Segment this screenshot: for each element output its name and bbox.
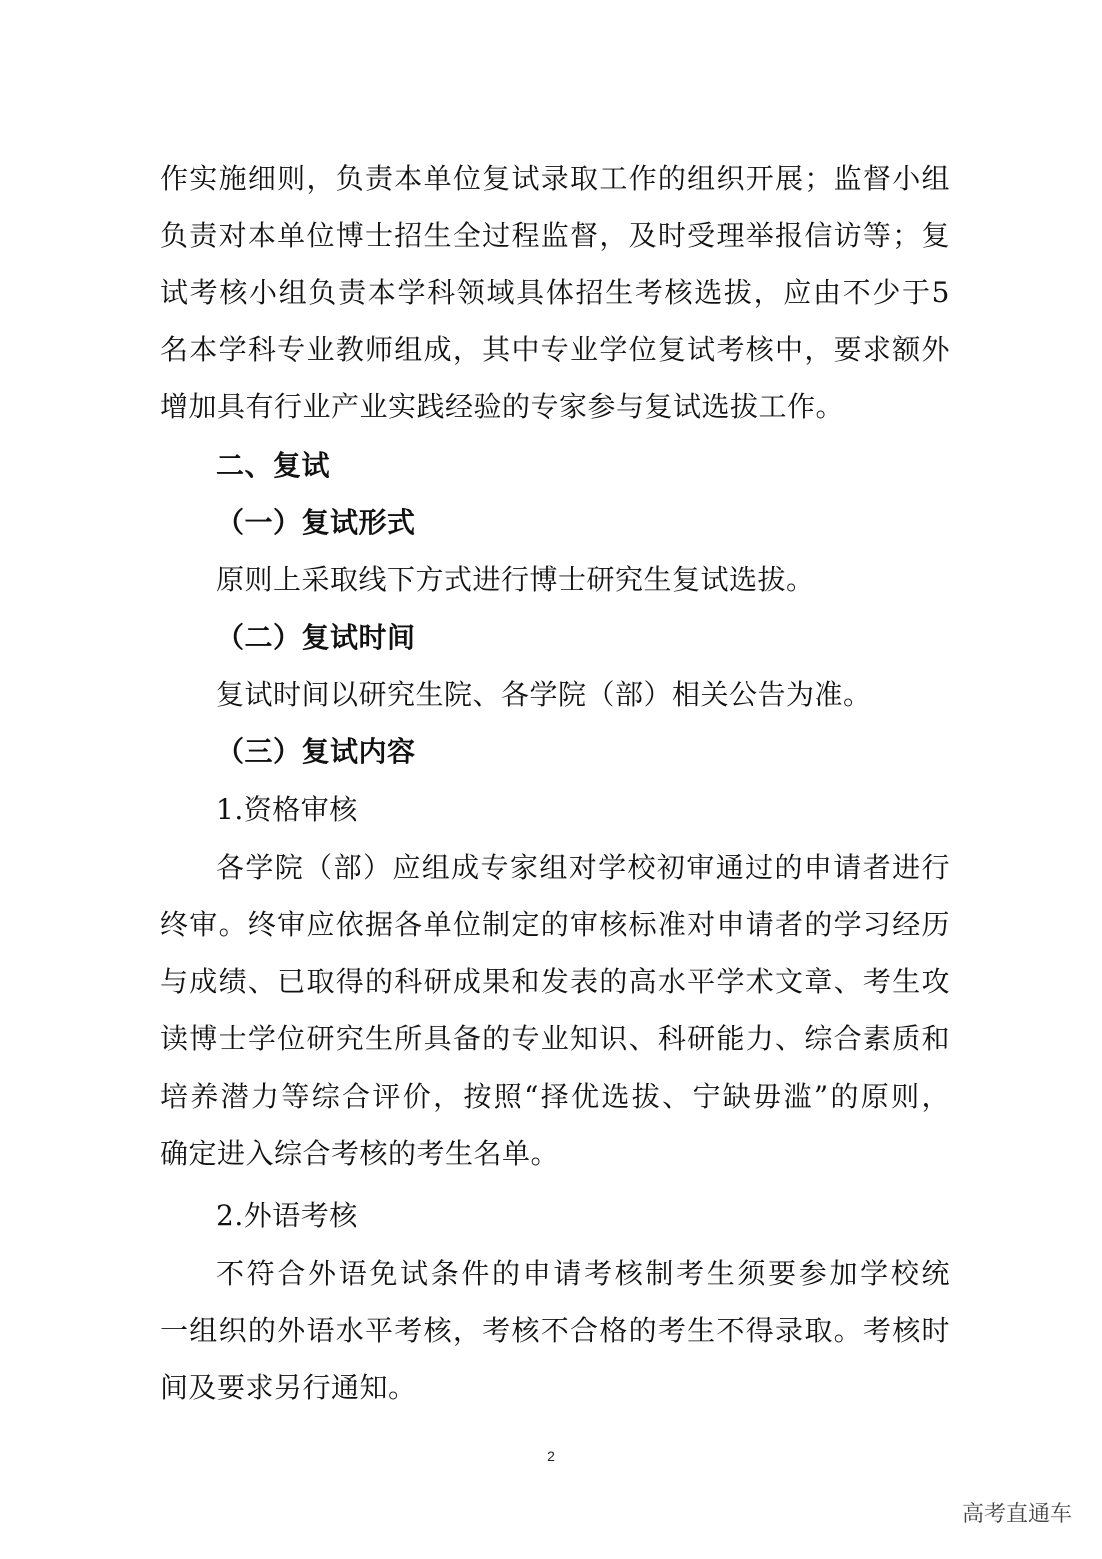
- body-line: 作实施细则，负责本单位复试录取工作的组织开展；监督小组: [160, 162, 950, 195]
- item-heading: 2.外语考核: [216, 1199, 358, 1232]
- body-line: 原则上采取线下方式进行博士研究生复试选拔。: [216, 563, 815, 596]
- subsection-heading: （三）复试内容: [216, 735, 416, 768]
- body-line: 确定进入综合考核的考生名单。: [160, 1137, 560, 1170]
- body-line: 培养潜力等综合评价，按照“择优选拔、宁缺毋滥”的原则，: [160, 1080, 950, 1113]
- body-line: 复试时间以研究生院、各学院（部）相关公告为准。: [216, 678, 872, 711]
- body-line: 名本学科专业教师组成，其中专业学位复试考核中，要求额外: [160, 333, 950, 366]
- body-line: 各学院（部）应组成专家组对学校初审通过的申请者进行: [216, 851, 950, 884]
- item-heading: 1.资格审核: [216, 793, 358, 826]
- body-line: 与成绩、已取得的科研成果和发表的高水平学术文章、考生攻: [160, 965, 950, 998]
- body-line: 间及要求另行通知。: [160, 1371, 417, 1404]
- watermark: 高考直通车: [961, 1502, 1072, 1527]
- body-line: 终审。终审应依据各单位制定的审核标准对申请者的学习经历: [160, 908, 950, 941]
- page-number: 2: [547, 1448, 555, 1464]
- section-heading: 二、复试: [216, 449, 331, 482]
- subsection-heading: （二）复试时间: [216, 621, 416, 654]
- body-line: 一组织的外语水平考核，考核不合格的考生不得录取。考核时: [160, 1314, 950, 1347]
- body-line: 读博士学位研究生所具备的专业知识、科研能力、综合素质和: [160, 1022, 950, 1055]
- subsection-heading: （一）复试形式: [216, 506, 416, 539]
- body-line: 试考核小组负责本学科领域具体招生考核选拔，应由不少于5: [160, 276, 950, 309]
- body-line: 增加具有行业产业实践经验的专家参与复试选拔工作。: [160, 390, 845, 423]
- body-line: 负责对本单位博士招生全过程监督，及时受理举报信访等；复: [160, 219, 950, 252]
- body-line: 不符合外语免试条件的申请考核制考生须要参加学校统: [216, 1257, 950, 1290]
